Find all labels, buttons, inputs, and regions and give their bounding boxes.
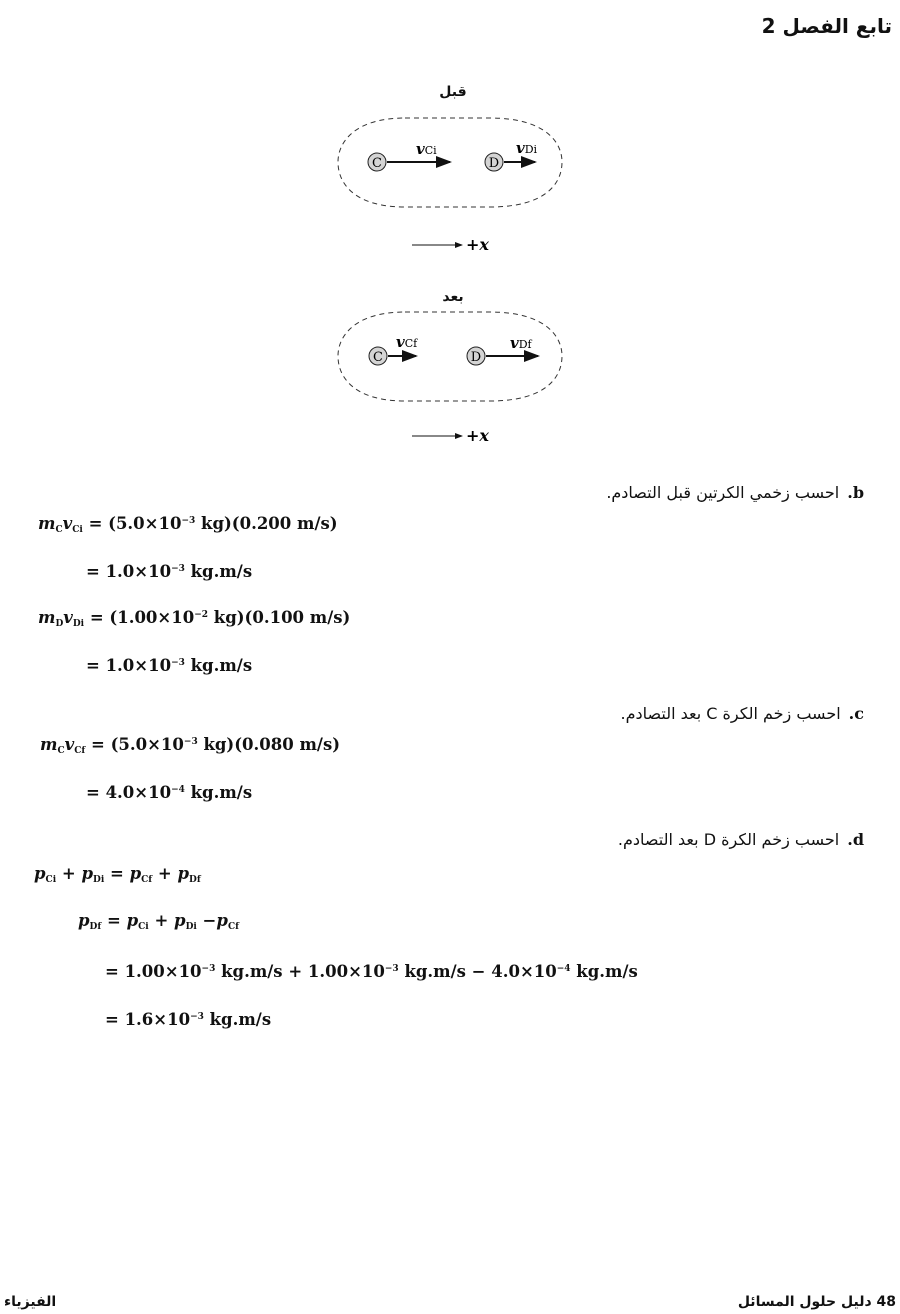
equation-d4: = $1.6\times 10^{-3}$ kg.m/s <box>105 1010 272 1029</box>
equation-d1: $p_{Ci} + p_{Di} = p_{Cf} + p_{Df}$ <box>34 864 201 885</box>
after-diagram <box>330 306 570 448</box>
velocity-label-c: vCf <box>396 333 418 351</box>
velocity-label-c: vCi <box>416 140 437 158</box>
question-b-letter: b. <box>847 483 864 502</box>
velocity-label-d: vDf <box>510 334 532 352</box>
page-header-title: تابع الفصل 2 <box>761 14 892 38</box>
after-label: بعد <box>442 289 464 305</box>
ball-d-label: D <box>488 156 500 171</box>
question-b <box>606 483 864 502</box>
axis-label: +x <box>466 426 489 445</box>
before-diagram <box>330 112 570 254</box>
equation-c2: = $4.0\times 10^{-4}$ kg.m/s <box>86 783 253 802</box>
equation-b3: $m_Dv_{Di} = (1.00\times 10^{-2}$ kg)(0.100 m/s) <box>38 608 351 629</box>
equation-d2: $p_{Df} = p_{Ci} + p_{Di} -p_{Cf}$ <box>78 911 239 932</box>
equation-b2: = $1.0\times 10^{-3}$ kg.m/s <box>86 562 253 581</box>
footer-subject: الفيزياء <box>4 1294 57 1310</box>
ball-c-label: C <box>373 350 383 365</box>
equation-c1: $m_Cv_{Cf} = (5.0\times 10^{-3}$ kg)(0.080 m/s) <box>40 735 341 756</box>
question-d-letter: d. <box>847 830 864 849</box>
equation-d3: = $1.00\times 10^{-3}$ $kg.m/s + 1.00\times 10^{-3}$ $kg.m/s - 4.0\times 10^{-4}$ kg.m/s <box>105 962 638 981</box>
equation-b4: = $1.0\times 10^{-3}$ kg.m/s <box>86 656 253 675</box>
question-c-letter: c. <box>848 704 864 723</box>
before-label: قبل <box>439 84 467 100</box>
velocity-label-d: vDi <box>516 139 538 157</box>
question-b-text: احسب زخمي الكرتين قبل التصادم. <box>606 483 840 502</box>
question-d <box>618 830 864 849</box>
equation-b1: $m_Cv_{Ci} = (5.0\times 10^{-3}$ kg)(0.200 m/s) <box>38 514 338 535</box>
question-d-text: احسب زخم الكرة D بعد التصادم. <box>617 830 840 849</box>
question-c <box>621 704 864 723</box>
footer-page-info: 48 دليل حلول المسائل <box>737 1294 896 1310</box>
axis-label: +x <box>466 235 489 254</box>
ball-d-label: D <box>470 350 482 365</box>
ball-c-label: C <box>372 156 382 171</box>
question-c-text: احسب زخم الكرة C بعد التصادم. <box>620 704 841 723</box>
